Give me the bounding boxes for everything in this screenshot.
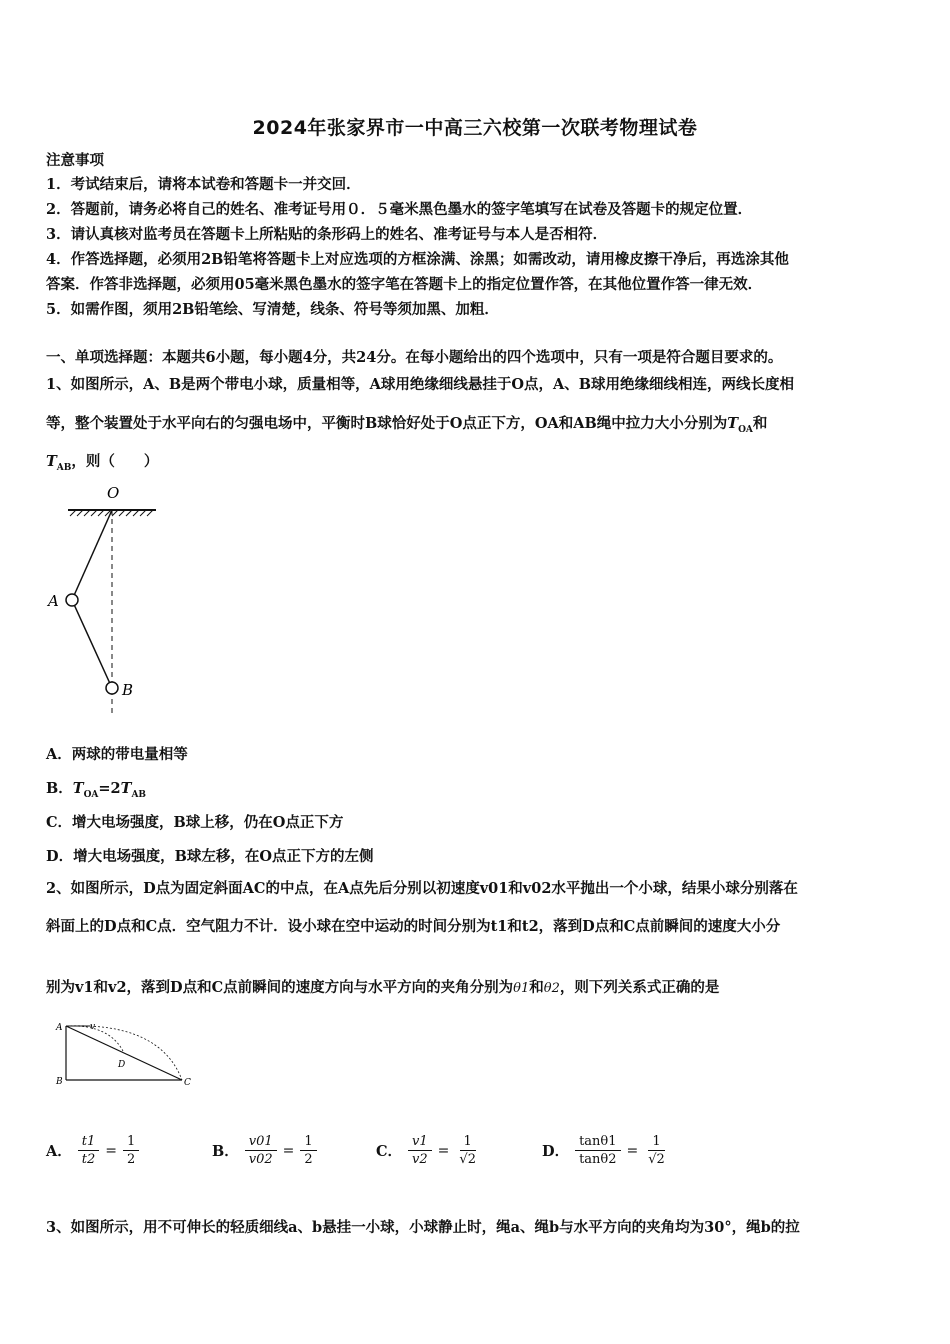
numerator: 1	[300, 1133, 316, 1151]
rhs-fraction	[300, 1133, 316, 1168]
lhs-fraction	[408, 1133, 432, 1168]
opt-label: D．	[542, 1143, 570, 1160]
opt-label: C．	[376, 1143, 403, 1160]
string-AB	[72, 600, 112, 688]
q2-text-part: ，则下列关系式正确的是	[559, 979, 720, 996]
q2-option-a	[46, 1133, 139, 1168]
q1-text	[46, 414, 911, 440]
opt-mid: =2	[98, 780, 121, 797]
exam-title: 2024年张家界市一中高三六校第一次联考物理试卷	[252, 117, 698, 139]
lhs-fraction	[78, 1133, 100, 1168]
rhs-fraction	[123, 1133, 139, 1168]
lhs-fraction	[575, 1133, 620, 1168]
string-OA	[72, 510, 112, 600]
label-B: B	[122, 681, 134, 699]
q3-text: 3、如图所示，用不可伸长的轻质细线a、b悬挂一小球，小球静止时，绳a、绳b与水平方向的夹角均为30°，绳b的拉	[46, 1219, 800, 1236]
q2-text	[46, 978, 911, 999]
q1-figure	[40, 480, 170, 720]
denominator: v02	[248, 1152, 273, 1167]
opt-label: B．	[212, 1143, 239, 1160]
label-A: A	[56, 1023, 63, 1033]
rhs-fraction	[455, 1133, 480, 1168]
numerator: v1	[408, 1133, 432, 1151]
tension-symbol: T	[72, 780, 84, 797]
q2-text-part: 和	[529, 979, 544, 996]
ball-B	[106, 682, 118, 694]
tension-sub: AB	[131, 789, 147, 800]
opt-label: B．	[46, 780, 73, 797]
q1-text-part: ，则（ ）	[71, 453, 159, 470]
label-A: A	[48, 592, 59, 610]
equals-sign: =	[282, 1142, 295, 1159]
denominator: v2	[412, 1152, 428, 1167]
denominator: √2	[648, 1152, 665, 1167]
label-D: D	[118, 1060, 126, 1070]
ball-A	[66, 594, 78, 606]
q1-text-part: 和	[752, 415, 768, 432]
equals-sign: =	[105, 1142, 117, 1159]
notice-item: 5．如需作图，须用2B铅笔绘、写清楚，线条、符号等须加黑、加粗．	[46, 301, 499, 318]
numerator: v01	[245, 1133, 277, 1151]
q2-option-d	[542, 1133, 669, 1168]
denominator: 2	[127, 1152, 136, 1167]
denominator: √2	[459, 1152, 476, 1167]
equals-sign: =	[626, 1142, 639, 1159]
opt-label: A．	[46, 1143, 72, 1160]
notice-item: 答案．作答非选择题，必须用05毫米黑色墨水的签字笔在答题卡上的指定位置作答，在其他位置作答一律无效．	[46, 276, 763, 293]
q1-text-part: 等，整个装置处于水平向右的匀强电场中，平衡时B球恰好处于O点正下方，OA和AB绳中拉力大小分别为	[46, 415, 728, 432]
q1-option-d: D．增大电场强度，B球左移，在O点正下方的左侧	[46, 848, 374, 865]
q1-option-b	[46, 777, 146, 800]
denominator: t2	[81, 1152, 96, 1167]
q1-tension-symbol: T	[46, 453, 57, 470]
notice-item: 1．考试结束后，请将本试卷和答题卡一并交回．	[46, 176, 361, 193]
section-heading: 一、单项选择题：本题共6小题，每小题4分，共24分。在每小题给出的四个选项中，只有一项是符合题目要求的。	[46, 349, 783, 366]
theta2-symbol: θ2	[543, 981, 560, 996]
tension-symbol: T	[120, 780, 132, 797]
q1-tension-sub: AB	[56, 462, 72, 473]
q1-tension-symbol: T	[727, 415, 739, 432]
label-O: O	[107, 484, 120, 502]
q2-text: 斜面上的D点和C点．空气阻力不计．设小球在空中运动的时间分别为t1和t2，落到D点和C点前瞬间的速度大小分	[46, 918, 781, 935]
label-C: C	[184, 1078, 191, 1088]
denominator: 2	[304, 1152, 313, 1167]
q2-option-c	[376, 1133, 480, 1168]
q1-text	[46, 452, 911, 478]
notice-item: 2．答题前，请务必将自己的姓名、准考证号用０．５毫米黑色墨水的签字笔填写在试卷及答题卡的规定位置．	[46, 201, 753, 218]
equals-sign: =	[437, 1142, 450, 1159]
lhs-fraction	[245, 1133, 277, 1168]
q1-tension-sub: OA	[738, 424, 753, 435]
numerator: 1	[123, 1133, 139, 1151]
tension-sub: OA	[83, 789, 99, 800]
label-v: v	[90, 1022, 96, 1032]
rhs-fraction	[644, 1133, 669, 1168]
numerator: t1	[78, 1133, 100, 1151]
q1-option-c: C．增大电场强度，B球上移，仍在O点正下方	[46, 814, 344, 831]
numerator: tanθ1	[575, 1133, 620, 1151]
numerator: 1	[460, 1133, 476, 1151]
notice-item: 4．作答选择题，必须用2B铅笔将答题卡上对应选项的方框涂满、涂黑；如需改动，请用橡皮擦干净后，再选涂其他	[46, 251, 789, 268]
q2-figure	[50, 1018, 200, 1090]
q2-text-part: 别为v1和v2，落到D点和C点前瞬间的速度方向与水平方向的夹角分别为	[46, 979, 514, 996]
theta1-symbol: θ1	[513, 981, 530, 996]
q2-option-b	[212, 1133, 317, 1168]
label-B: B	[56, 1077, 63, 1087]
q1-option-a: A．两球的带电量相等	[46, 746, 188, 763]
notice-heading: 注意事项	[46, 152, 104, 169]
q1-text: 1、如图所示，A、B是两个带电小球，质量相等，A球用绝缘细线悬挂于O点，A、B球用绝缘细线相连，两线长度相	[46, 376, 794, 393]
q2-text: 2、如图所示，D点为固定斜面AC的中点，在A点先后分别以初速度v01和v02水平抛出一个小球，结果小球分别落在	[46, 880, 798, 897]
denominator: tanθ2	[579, 1152, 617, 1167]
numerator: 1	[648, 1133, 664, 1151]
notice-item: 3．请认真核对监考员在答题卡上所粘贴的条形码上的姓名、准考证号与本人是否相符．	[46, 226, 608, 243]
